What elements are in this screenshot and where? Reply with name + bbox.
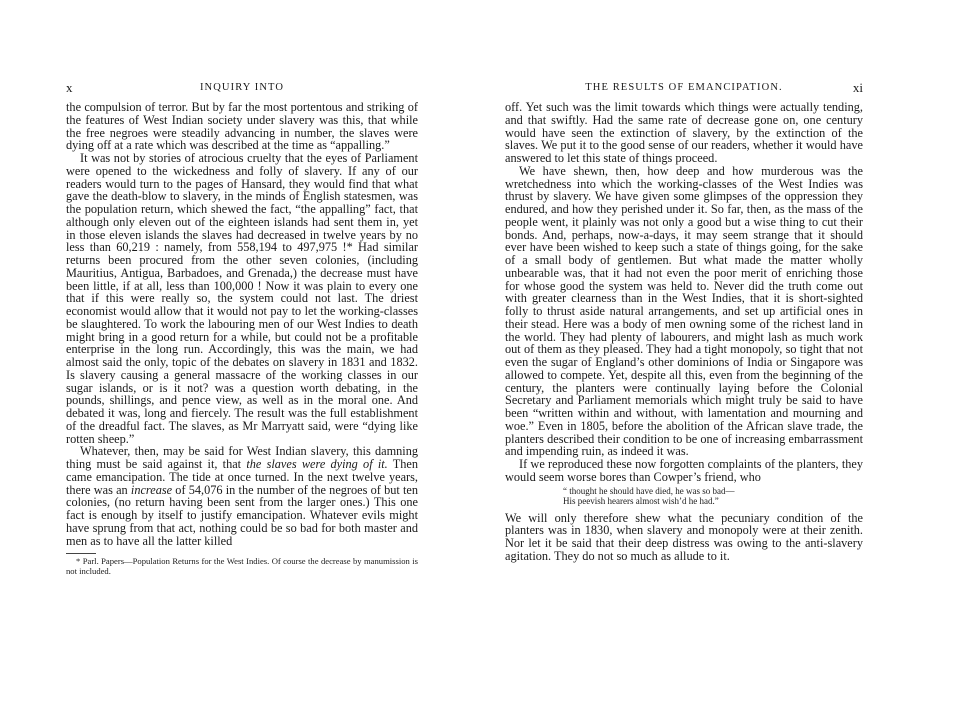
left-page: [66, 0, 418, 576]
left-page-body: [66, 101, 418, 547]
right-page-body: [505, 101, 863, 563]
text-run: of 54,076 in the number of the negroes of but ten colonies, (no return having been sent from the larger ones.) This one fact is enough by itself to justify emancipation. Whatever evils might have sprung from that act, nothing could be so bad for both master and men as to have all the latter killed: [66, 482, 418, 548]
running-head: INQUIRY INTO: [199, 82, 285, 93]
running-head: THE RESULTS OF EMANCIPATION.: [585, 82, 783, 93]
right-page-header: [505, 80, 863, 98]
italic-text: the slaves were dying of it.: [246, 457, 388, 471]
paragraph: If we reproduced these now forgotten complaints of the planters, they would seem worse bores than Cowper’s friend, who: [505, 457, 863, 484]
text-run: Then came emancipation. The tide at once turned. In the next twelve years, there was an: [66, 457, 418, 497]
footnote-rule: [66, 553, 96, 554]
paragraph: We have shewn, then, how deep and how murderous was the wretchedness into which the working-classes of the West Indies was thrust by slavery. We have given some glimpses of the oppression they endured, and how they perished under it. So far, then, as the mass of the people went, it plainly was not only a good but a wise thing to cut their bonds. And, perhaps, now-a-days, it may seem strange that it should ever have been wished to keep such a state of things going, for the sake of a small body of gentlemen. But what made the matter wholly unbearable was, that it had not even the poor merit of enriching those for whose good the system was held to. Never did the truth come out with greater clearness than in the West Indies, that it is short-sighted folly to thrust aside natural arrangements, and set up artificial ones in their stead. Here was a body of men owning some of the richest land in the world. They had plenty of labourers, and might lash as much work out of them as they pleased. They had a tight monopoly, so tight that not even the sugar of England’s other dominions of India or Singapore was allowed to compete. Yet, despite all this, even from the beginning of the century, the planters were continually laying before the Colonial Secretary and Parliament memorials which might truly be said to have been “written within and without, with lamentation and mourning and woe.” Even in 1805, before the abolition of the African slave trade, the planters described their condition to be one of increasing embarrassment and impending ruin, as indeed it was.: [505, 163, 863, 459]
paragraph: off. Yet such was the limit towards which things were actually tending, and that swiftly. Had the same rate of decrease gone on, one century would have seen the extinction of slavery, by the extinction of the slaves. We put it to the good sense of our readers, whether it would have answered to let this state of things proceed.: [505, 100, 863, 165]
verse-line: His peevish hearers almost wish’d he had.”: [563, 495, 719, 506]
footnote: * Parl. Papers—Population Returns for the West Indies. Of course the decrease by manumission is not included.: [66, 556, 418, 576]
left-page-header: [66, 80, 418, 98]
paragraph: [66, 445, 418, 547]
paragraph: the compulsion of terror. But by far the most portentous and striking of the features of West Indian society under slavery was this, that while the free negroes were steadily advancing in number, the slaves were dying off at a rate which was described at the time as “appalling.”: [66, 100, 418, 153]
page-number: x: [66, 80, 73, 95]
verse-quotation: [563, 486, 863, 506]
paragraph: It was not by stories of atrocious cruelty that the eyes of Parliament were opened to the wickedness and folly of slavery. If any of our readers would turn to the pages of Hansard, they would find that what gave the death-blow to slavery, in the minds of English statesmen, was the population return, which shewed the fact, “the appalling” fact, that although only eleven out of the eighteen islands had sent them in, yet in those eleven islands the slaves had decreased in twelve years by no less than 60,219 : namely, from 558,194 to 497,975 !* Had similar returns been procured from the other seven colonies, (including Mauritius, Antigua, Barbadoes, and Grenada,) the decrease must have been little, if at all, less than 100,000 ! Now it was plain to every one that if this were really so, the system could not last. The driest economist would allow that it would not pay to let the working-classes be slaughtered. To work the labouring men of our West Indies to death might bring in a good return for a while, but could not be a profitable enterprise in the long run. Accordingly, this was the main, we had almost said the only, topic of the debates on slavery in 1831 and 1832. Is slavery causing a general massacre of the working classes in our sugar islands, or is it not? was a question worth debating, in the pounds, shillings, and pence view, as well as in the moral one. And debated it was, long and fiercely. The result was the full establishment of the dreadful fact. The slaves, as Mr Marryatt said, were “dying like rotten sheep.”: [66, 151, 418, 446]
italic-text: increase: [130, 482, 173, 497]
paragraph: We will only therefore shew what the pecuniary condition of the planters was in 1830, when slavery and monopoly were at their zenith. Nor let it be said that their deep distress was owing to the anti-slavery agitation. They do not so much as allude to it.: [505, 510, 863, 563]
page-number: xi: [852, 80, 863, 95]
text-run: Whatever, then, may be said for West Indian slavery, this damning thing must be said against it, that: [66, 444, 418, 471]
verse-line: “ thought he should have died, he was so bad—: [563, 485, 735, 496]
right-page: [505, 0, 863, 563]
